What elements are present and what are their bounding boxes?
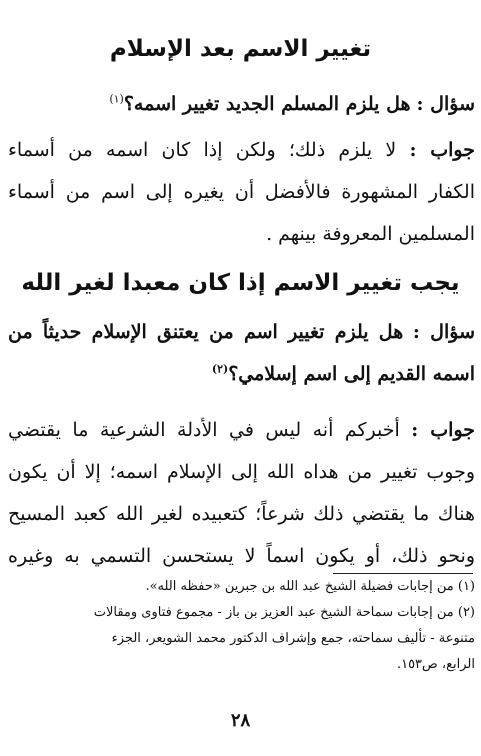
answer-1-line-1 <box>8 134 475 166</box>
answer-2-text-1: أخبركم أنه ليس في الأدلة الشرعية ما يقتضي <box>8 419 400 441</box>
footnote-divider <box>333 573 473 574</box>
answer-label: جواب : <box>411 419 475 441</box>
answer-1-line-2: الكفار المشهورة فالأفضل أن يغيره إلى اسم من أسماء <box>8 181 475 203</box>
footnote-2-line-1: (٢) من إجابات سماحة الشيخ عبد العزيز بن باز - مجموع فتاوى ومقالات <box>93 605 475 620</box>
footnote-2-line-3: الرابع، ص١٥٣. <box>396 657 475 672</box>
footnote-ref-2[interactable]: (٢) <box>211 362 229 376</box>
answer-1-line-3: المسلمين المعروفة بينهم . <box>266 223 475 245</box>
question-2-text-2: اسمه القديم إلى اسم إسلامي؟ <box>228 363 475 385</box>
question-2-text-1: هل يلزم تغيير اسم من يعتنق الإسلام حديثاً من <box>8 321 404 343</box>
answer-2-line-3: هناك ما يقتضي ذلك شرعاً؛ كتعبيده لغير الله كعبد المسيح <box>8 503 475 525</box>
footnote-1: (١) من إجابات فضيلة الشيخ عبد الله بن جبرين «حفظه الله». <box>145 579 475 594</box>
question-label: سؤال : <box>416 93 475 115</box>
answer-label: جواب : <box>409 139 475 161</box>
footnote-2-line-2: متنوعة - تأليف سماحته، جمع وإشراف الدكتور محمد الشويعر، الجزء <box>111 631 475 646</box>
footnote-ref-1[interactable]: (١) <box>109 92 124 106</box>
question-2-line-1 <box>8 316 475 348</box>
question-2-line-2 <box>8 358 475 390</box>
answer-2-line-1 <box>8 414 475 446</box>
question-1 <box>8 88 475 120</box>
question-1-text: هل يلزم المسلم الجديد تغيير اسمه؟ <box>123 93 411 115</box>
question-label: سؤال : <box>412 321 475 343</box>
section-heading-obligatory-change: يجب تغيير الاسم إذا كان معبدا لغير الله <box>21 270 460 296</box>
section-heading-name-change: تغيير الاسم بعد الإسلام <box>109 36 372 62</box>
answer-2-line-4: ونحو ذلك، أو يكون اسماً لا يستحسن التسمي به وغيره <box>8 545 475 567</box>
answer-2-line-2: وجوب تغيير من هداه الله إلى الإسلام اسمه؛ إلا أن يكون <box>8 461 475 483</box>
page-number: ٢٨ <box>230 710 251 731</box>
answer-1-text-1: لا يلزم ذلك؛ ولكن إذا كان اسمه من أسماء <box>8 139 397 161</box>
